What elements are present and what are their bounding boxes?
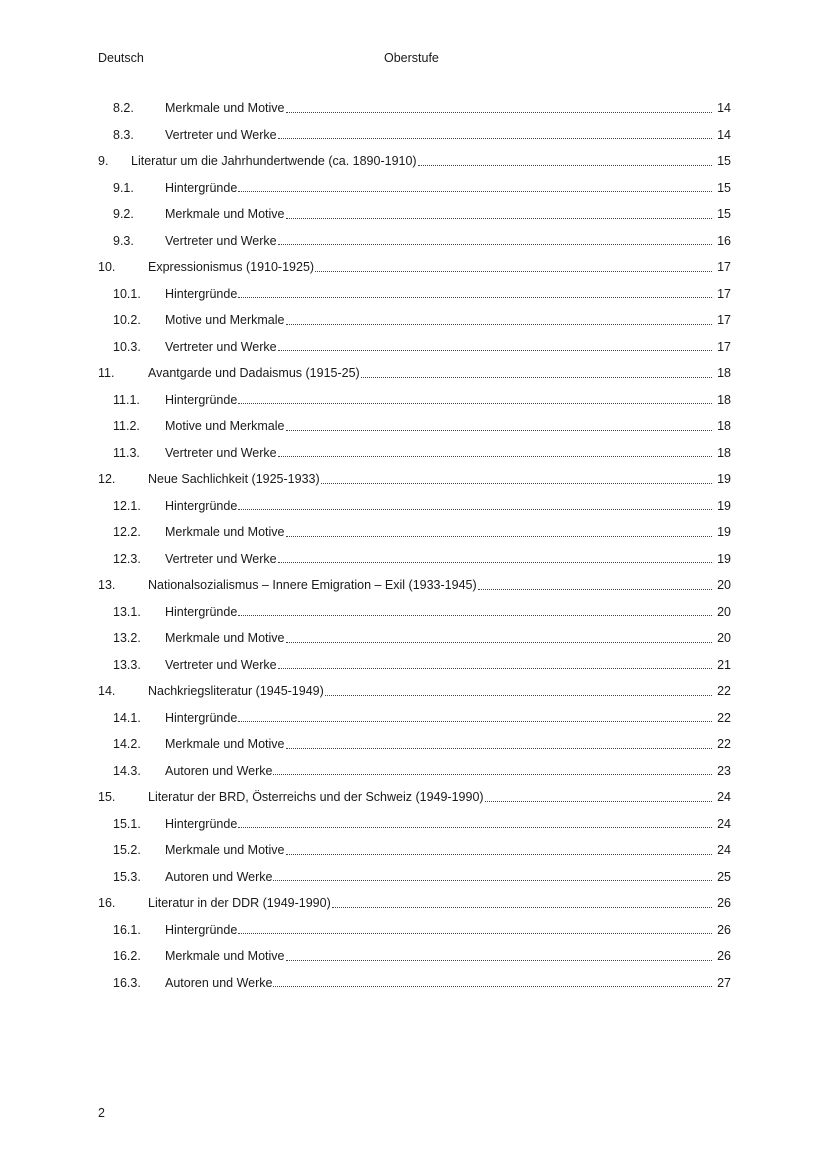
toc-entry-number: 14.2. <box>113 737 141 752</box>
toc-entry-title: Merkmale und Motive <box>165 631 285 646</box>
toc-entry-page: 19 <box>717 498 731 513</box>
toc-entry-number: 12. <box>98 472 116 487</box>
toc-entry-number: 16.2. <box>113 949 141 964</box>
toc-entry-title: Vertreter und Werke <box>165 551 277 566</box>
toc-entry-title: Vertreter und Werke <box>165 339 277 354</box>
toc-entry-title: Avantgarde und Dadaismus (1915-25) <box>148 366 360 381</box>
toc-entry-page: 23 <box>717 763 731 778</box>
toc-entry-number: 12.3. <box>113 551 141 566</box>
toc-leader-dots <box>485 801 712 802</box>
toc-entry-title: Expressionismus (1910-1925) <box>148 260 315 275</box>
toc-section-entry[interactable] <box>98 599 731 626</box>
toc-leader-dots <box>286 854 713 855</box>
toc-leader-dots <box>286 642 713 643</box>
toc-entry-title: Nachkriegsliteratur (1945-1949) <box>148 684 324 699</box>
toc-section-entry[interactable] <box>98 837 731 864</box>
toc-section-entry[interactable] <box>98 864 731 891</box>
toc-entry-number: 11. <box>98 366 115 381</box>
toc-entry-number: 9.1. <box>113 180 134 195</box>
toc-entry-number: 8.3. <box>113 127 134 142</box>
toc-entry-page: 19 <box>717 525 731 540</box>
toc-leader-dots <box>273 986 712 987</box>
toc-leader-dots <box>286 112 713 113</box>
toc-entry-number: 14.3. <box>113 763 141 778</box>
toc-leader-dots <box>321 483 712 484</box>
toc-section-entry[interactable] <box>98 943 731 970</box>
toc-entry-page: 18 <box>717 445 731 460</box>
toc-entry-page: 20 <box>717 631 731 646</box>
toc-entry-number: 10.2. <box>113 313 141 328</box>
toc-entry-number: 15.3. <box>113 869 141 884</box>
toc-leader-dots <box>325 695 712 696</box>
toc-entry-number: 11.1. <box>113 392 140 407</box>
toc-leader-dots <box>238 297 712 298</box>
toc-leader-dots <box>278 244 712 245</box>
toc-section-entry[interactable] <box>98 201 731 228</box>
table-of-contents <box>98 95 731 996</box>
toc-entry-title: Hintergründe <box>165 286 238 301</box>
toc-entry-page: 20 <box>717 604 731 619</box>
toc-entry-page: 21 <box>717 657 731 672</box>
toc-leader-dots <box>238 191 712 192</box>
toc-entry-number: 15.2. <box>113 843 141 858</box>
toc-leader-dots <box>286 218 713 219</box>
toc-section-entry[interactable] <box>98 228 731 255</box>
toc-section-entry[interactable] <box>98 413 731 440</box>
toc-section-entry[interactable] <box>98 95 731 122</box>
toc-entry-number: 13.1. <box>113 604 141 619</box>
toc-section-entry[interactable] <box>98 519 731 546</box>
toc-section-entry[interactable] <box>98 334 731 361</box>
toc-entry-page: 26 <box>717 922 731 937</box>
toc-leader-dots <box>418 165 712 166</box>
toc-section-entry[interactable] <box>98 175 731 202</box>
toc-entry-number: 9.2. <box>113 207 134 222</box>
toc-entry-number: 15. <box>98 790 116 805</box>
toc-entry-title: Hintergründe <box>165 392 238 407</box>
toc-entry-number: 13. <box>98 578 116 593</box>
toc-entry-number: 10.1. <box>113 286 141 301</box>
toc-chapter-entry[interactable] <box>98 148 731 175</box>
toc-leader-dots <box>238 933 712 934</box>
toc-entry-title: Hintergründe <box>165 816 238 831</box>
toc-section-entry[interactable] <box>98 625 731 652</box>
toc-entry-title: Merkmale und Motive <box>165 737 285 752</box>
toc-chapter-entry[interactable] <box>98 254 731 281</box>
toc-entry-page: 16 <box>717 233 731 248</box>
toc-entry-page: 26 <box>717 949 731 964</box>
toc-entry-page: 15 <box>717 207 731 222</box>
toc-entry-page: 27 <box>717 975 731 990</box>
toc-entry-number: 14. <box>98 684 116 699</box>
toc-entry-number: 8.2. <box>113 101 134 116</box>
toc-leader-dots <box>286 536 713 537</box>
toc-entry-page: 18 <box>717 392 731 407</box>
toc-entry-page: 19 <box>717 551 731 566</box>
toc-entry-title: Hintergründe <box>165 604 238 619</box>
toc-leader-dots <box>238 827 712 828</box>
toc-entry-title: Merkmale und Motive <box>165 949 285 964</box>
toc-leader-dots <box>332 907 712 908</box>
toc-entry-page: 24 <box>717 790 731 805</box>
toc-entry-title: Literatur der BRD, Österreichs und der Schweiz (1949-1990) <box>148 790 484 805</box>
toc-entry-page: 18 <box>717 419 731 434</box>
toc-chapter-entry[interactable] <box>98 572 731 599</box>
toc-entry-title: Vertreter und Werke <box>165 657 277 672</box>
toc-entry-page: 17 <box>717 339 731 354</box>
toc-entry-page: 22 <box>717 737 731 752</box>
toc-entry-number: 15.1. <box>113 816 141 831</box>
toc-entry-title: Autoren und Werke <box>165 869 273 884</box>
toc-leader-dots <box>315 271 712 272</box>
toc-section-entry[interactable] <box>98 307 731 334</box>
toc-entry-page: 22 <box>717 710 731 725</box>
toc-entry-title: Vertreter und Werke <box>165 127 277 142</box>
toc-entry-title: Merkmale und Motive <box>165 843 285 858</box>
toc-entry-title: Neue Sachlichkeit (1925-1933) <box>148 472 320 487</box>
toc-entry-title: Hintergründe <box>165 710 238 725</box>
toc-chapter-entry[interactable] <box>98 466 731 493</box>
toc-section-entry[interactable] <box>98 758 731 785</box>
toc-leader-dots <box>278 350 712 351</box>
toc-entry-number: 16.3. <box>113 975 141 990</box>
toc-entry-title: Motive und Merkmale <box>165 419 285 434</box>
toc-leader-dots <box>278 456 712 457</box>
toc-chapter-entry[interactable] <box>98 890 731 917</box>
toc-entry-page: 14 <box>717 101 731 116</box>
toc-section-entry[interactable] <box>98 705 731 732</box>
toc-entry-number: 16. <box>98 896 116 911</box>
page-number: 2 <box>98 1106 105 1120</box>
toc-entry-title: Hintergründe <box>165 922 238 937</box>
toc-entry-title: Merkmale und Motive <box>165 207 285 222</box>
toc-entry-page: 14 <box>717 127 731 142</box>
toc-entry-page: 18 <box>717 366 731 381</box>
toc-leader-dots <box>273 774 712 775</box>
toc-leader-dots <box>278 668 712 669</box>
toc-entry-number: 13.3. <box>113 657 141 672</box>
toc-entry-title: Nationalsozialismus – Innere Emigration – Exil (1933-1945) <box>148 578 477 593</box>
toc-section-entry[interactable] <box>98 652 731 679</box>
toc-chapter-entry[interactable] <box>98 360 731 387</box>
toc-entry-number: 14.1. <box>113 710 141 725</box>
toc-leader-dots <box>286 960 713 961</box>
toc-entry-page: 19 <box>717 472 731 487</box>
toc-section-entry[interactable] <box>98 546 731 573</box>
toc-chapter-entry[interactable] <box>98 784 731 811</box>
toc-entry-title: Autoren und Werke <box>165 975 273 990</box>
toc-entry-title: Vertreter und Werke <box>165 233 277 248</box>
toc-entry-title: Vertreter und Werke <box>165 445 277 460</box>
toc-entry-page: 24 <box>717 843 731 858</box>
toc-entry-page: 20 <box>717 578 731 593</box>
toc-entry-number: 9. <box>98 154 109 169</box>
toc-entry-page: 25 <box>717 869 731 884</box>
toc-leader-dots <box>286 324 713 325</box>
toc-entry-title: Hintergründe <box>165 180 238 195</box>
toc-entry-number: 11.3. <box>113 445 140 460</box>
toc-leader-dots <box>238 615 712 616</box>
toc-entry-number: 9.3. <box>113 233 134 248</box>
toc-entry-page: 24 <box>717 816 731 831</box>
toc-entry-number: 13.2. <box>113 631 141 646</box>
toc-entry-page: 17 <box>717 286 731 301</box>
toc-leader-dots <box>278 138 712 139</box>
toc-entry-page: 17 <box>717 313 731 328</box>
toc-entry-page: 15 <box>717 154 731 169</box>
toc-entry-number: 12.2. <box>113 525 141 540</box>
toc-leader-dots <box>286 748 713 749</box>
header-level: Oberstufe <box>384 51 439 65</box>
toc-section-entry[interactable] <box>98 970 731 997</box>
toc-entry-title: Autoren und Werke <box>165 763 273 778</box>
toc-section-entry[interactable] <box>98 731 731 758</box>
toc-section-entry[interactable] <box>98 281 731 308</box>
toc-leader-dots <box>238 403 712 404</box>
toc-leader-dots <box>361 377 712 378</box>
toc-leader-dots <box>286 430 713 431</box>
toc-entry-number: 16.1. <box>113 922 141 937</box>
toc-section-entry[interactable] <box>98 493 731 520</box>
toc-entry-number: 10. <box>98 260 116 275</box>
toc-section-entry[interactable] <box>98 440 731 467</box>
toc-leader-dots <box>478 589 712 590</box>
toc-leader-dots <box>278 562 712 563</box>
toc-leader-dots <box>238 721 712 722</box>
toc-section-entry[interactable] <box>98 917 731 944</box>
toc-entry-page: 17 <box>717 260 731 275</box>
toc-chapter-entry[interactable] <box>98 678 731 705</box>
toc-entry-title: Hintergründe <box>165 498 238 513</box>
toc-section-entry[interactable] <box>98 387 731 414</box>
toc-entry-number: 11.2. <box>113 419 140 434</box>
toc-leader-dots <box>273 880 712 881</box>
toc-entry-page: 22 <box>717 684 731 699</box>
toc-section-entry[interactable] <box>98 122 731 149</box>
toc-entry-title: Literatur um die Jahrhundertwende (ca. 1890-1910) <box>131 154 417 169</box>
toc-section-entry[interactable] <box>98 811 731 838</box>
toc-entry-title: Motive und Merkmale <box>165 313 285 328</box>
header-subject: Deutsch <box>98 51 144 65</box>
toc-entry-title: Literatur in der DDR (1949-1990) <box>148 896 331 911</box>
toc-entry-number: 12.1. <box>113 498 141 513</box>
toc-entry-title: Merkmale und Motive <box>165 101 285 116</box>
toc-leader-dots <box>238 509 712 510</box>
toc-entry-title: Merkmale und Motive <box>165 525 285 540</box>
toc-entry-page: 26 <box>717 896 731 911</box>
toc-entry-page: 15 <box>717 180 731 195</box>
toc-entry-number: 10.3. <box>113 339 141 354</box>
